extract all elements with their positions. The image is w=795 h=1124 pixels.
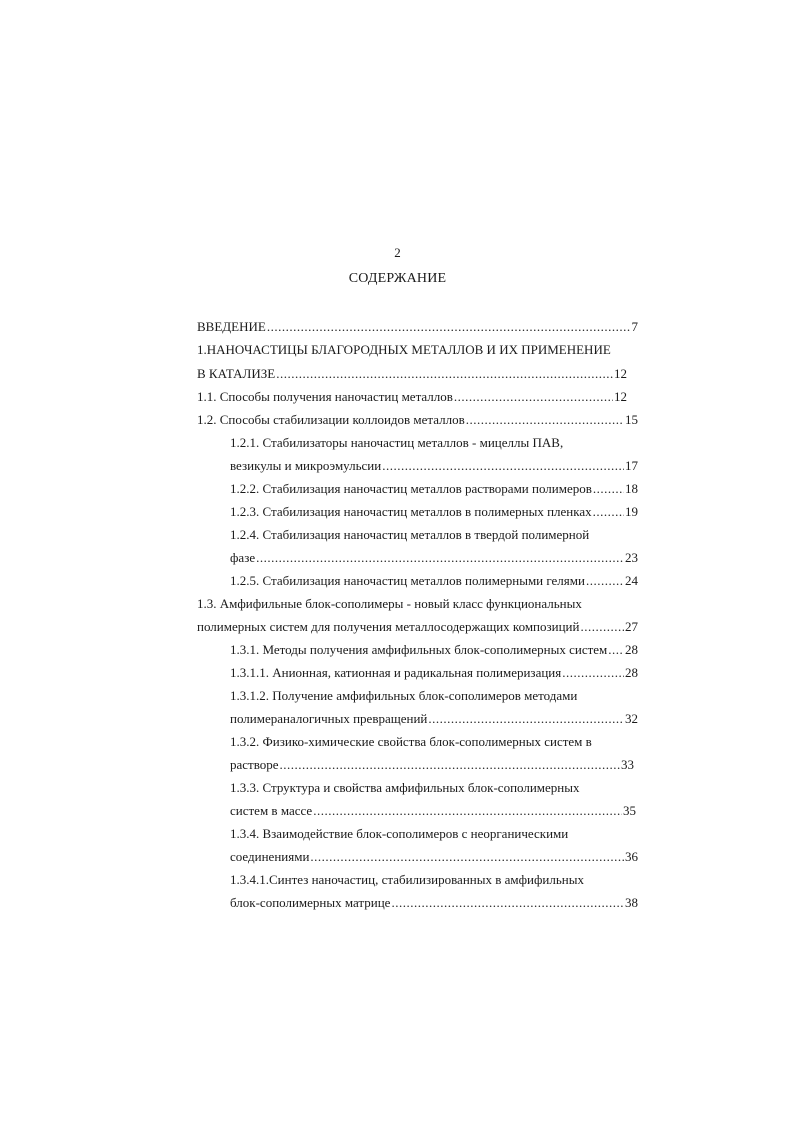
toc-entry-page: 28 [625,665,638,680]
toc-entry-text: фазе [230,550,256,565]
toc-leader-dots [310,849,624,865]
toc-entry-1-2-4 [230,550,638,566]
toc-entry-1-3-3 [230,803,636,819]
toc-entry-text: растворе [230,757,279,772]
toc-leader-dots [382,458,624,474]
toc-entry-chapter-1-line1: 1.НАНОЧАСТИЦЫ БЛАГОРОДНЫХ МЕТАЛЛОВ И ИХ ПРИМЕНЕНИЕ [197,342,611,357]
toc-entry-1-3-line1: 1.3. Амфифильные блок-сополимеры - новый класс функциональных [197,596,582,611]
toc-entry-text: 1.2. Способы стабилизации коллоидов металлов [197,412,465,427]
toc-entry-1-3-4-line1: 1.3.4. Взаимодействие блок-сополимеров с неорганическими [230,826,569,841]
toc-entry-page: 12 [614,389,627,404]
toc-entry-page: 18 [625,481,638,496]
toc-entry-page: 19 [625,504,638,519]
toc-entry-1-3-2-line1: 1.3.2. Физико-химические свойства блок-сополимерных систем в [230,734,592,749]
toc-entry-page: 32 [625,711,638,726]
toc-leader-dots [256,550,624,566]
toc-leader-dots [391,895,624,911]
toc-entry-page: 24 [625,573,638,588]
toc-entry-1-2-4-line1: 1.2.4. Стабилизация наночастиц металлов в твердой полимерной [230,527,590,542]
toc-entry-1-3-1 [230,642,638,658]
toc-entry-1-3 [197,619,638,635]
toc-entry-text: соединениями [230,849,310,864]
toc-leader-dots [280,757,620,773]
toc-entry-1-3-1-2 [230,711,638,727]
toc-entry-1-2-3 [230,504,638,520]
toc-entry-1-3-4-1-line1: 1.3.4.1.Синтез наночастиц, стабилизированных в амфифильных [230,872,584,887]
toc-leader-dots [580,619,624,635]
toc-entry-text: 1.3.1. Методы получения амфифильных блок-сополимерных систем [230,642,608,657]
toc-entry-text: везикулы и микроэмульсии [230,458,382,473]
toc-entry-page: 35 [623,803,636,818]
toc-entry-1-3-4 [230,849,638,865]
toc-leader-dots [267,319,631,335]
toc-leader-dots [428,711,624,727]
toc-entry-page: 15 [625,412,638,427]
toc-entry-page: 38 [625,895,638,910]
toc-entry-page: 12 [614,366,627,381]
toc-entry-1-2-5 [230,573,638,589]
toc-entry-page: 7 [631,319,638,334]
page-number: 2 [394,245,401,260]
toc-leader-dots [313,803,622,819]
toc-entry-1-2-2 [230,481,638,497]
toc-entry-page: 17 [625,458,638,473]
toc-entry-page: 23 [625,550,638,565]
toc-entry-text: блок-сополимерных матрице [230,895,391,910]
toc-entry-1-3-2 [230,757,634,773]
toc-title: СОДЕРЖАНИЕ [348,271,447,286]
toc-entry-1-3-1-1 [230,665,638,681]
toc-entry-text: 1.1. Способы получения наночастиц металлов [197,389,453,404]
toc-leader-dots [562,665,624,681]
toc-entry-page: 28 [625,642,638,657]
toc-leader-dots [586,573,624,589]
toc-entry-text: ВВЕДЕНИЕ [197,319,266,334]
toc-entry-1-3-4-1 [230,895,638,911]
toc-leader-dots [593,481,624,497]
toc-entry-introduction [197,319,638,335]
toc-entry-page: 27 [625,619,638,634]
toc-leader-dots [466,412,624,428]
toc-entry-page: 33 [621,757,634,772]
toc-entry-1-3-3-line1: 1.3.3. Структура и свойства амфифильных блок-сополимерных [230,780,580,795]
toc-leader-dots [593,504,624,520]
toc-entry-1-1 [197,389,627,405]
toc-entry-text: 1.2.5. Стабилизация наночастиц металлов полимерными гелями [230,573,585,588]
toc-entry-text: В КАТАЛИЗЕ [197,366,276,381]
toc-entry-text: полимераналогичных превращений [230,711,428,726]
toc-entry-text: 1.2.3. Стабилизация наночастиц металлов в полимерных пленках [230,504,592,519]
toc-entry-text: 1.2.2. Стабилизация наночастиц металлов растворами полимеров [230,481,592,496]
toc-leader-dots [276,366,613,382]
toc-entry-chapter-1 [197,366,627,382]
toc-entry-text: полимерных систем для получения металлосодержащих композиций [197,619,580,634]
toc-entry-page: 36 [625,849,638,864]
toc-leader-dots [608,642,624,658]
toc-entry-1-2-1 [230,458,638,474]
toc-entry-1-2 [197,412,638,428]
toc-entry-1-2-1-line1: 1.2.1. Стабилизаторы наночастиц металлов - мицеллы ПАВ, [230,435,564,450]
toc-entry-text: 1.3.1.1. Анионная, катионная и радикальная полимеризация [230,665,562,680]
toc-entry-text: систем в массе [230,803,313,818]
toc-entry-1-3-1-2-line1: 1.3.1.2. Получение амфифильных блок-сополимеров методами [230,688,578,703]
toc-leader-dots [454,389,613,405]
